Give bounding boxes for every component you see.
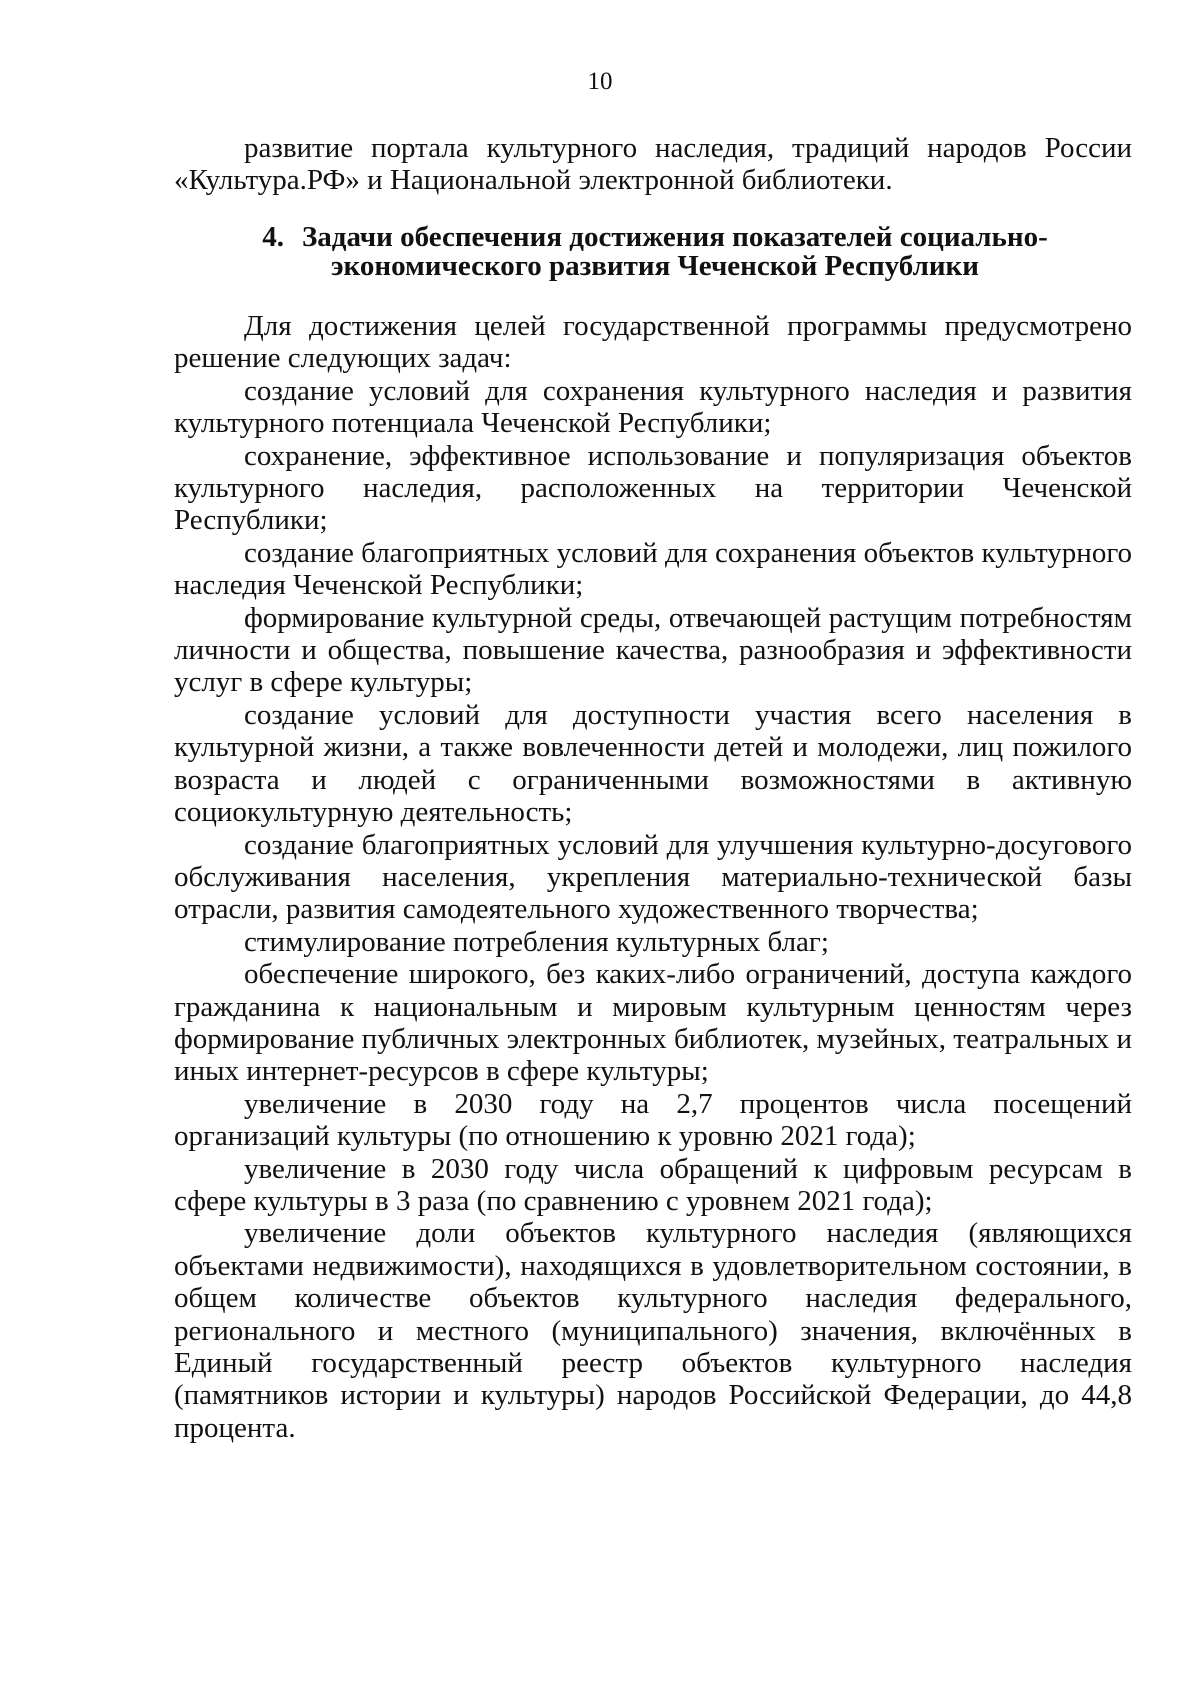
task-paragraph: создание условий для сохранения культурного наследия и развития культурного потенциала Чеченской Республики; [174,374,1132,440]
section-heading-line-1 [240,223,1070,252]
section-heading [240,223,1070,281]
task-paragraph: формирование культурной среды, отвечающей растущим потребностям личности и общества, повышение качества, разнообразия и эффективности услуг в сфере культуры; [174,601,1132,699]
task-paragraph: стимулирование потребления культурных благ; [244,925,829,958]
intro-block [174,132,1132,197]
task-paragraph: сохранение, эффективное использование и популяризация объектов культурного наследия, расположенных на территории Чеченской Республики; [174,439,1132,537]
task-paragraph: увеличение доли объектов культурного наследия (являющихся объектами недвижимости), находящихся в удовлетворительном состоянии, в общем количестве объектов культурного наследия федерального, регионального и местного (муниципального) значения, включённых в Единый государственный реестр объектов культурного наследия (памятников истории и культуры) народов Российской Федерации, до 44,8 процента. [174,1217,1132,1444]
tasks-block [174,310,1132,1444]
task-paragraph: увеличение в 2030 году на 2,7 процентов числа посещений организаций культуры (по отношению к уровню 2021 года); [174,1087,1132,1153]
page-number: 10 [587,68,613,95]
goal-paragraph: Для достижения целей государственной программы предусмотрено решение следующих задач: [174,310,1132,375]
intro-paragraph: развитие портала культурного наследия, традиций народов России «Культура.РФ» и Национальной электронной библиотеки. [174,132,1132,197]
task-paragraph: создание благоприятных условий для сохранения объектов культурного наследия Чеченской Республики; [174,536,1132,602]
task-paragraph: создание благоприятных условий для улучшения культурно-досугового обслуживания населения, укрепления материально-технической базы отрасли, развития самодеятельного художественного творчества; [174,828,1132,926]
section-number: 4. [262,221,284,253]
task-paragraph: создание условий для доступности участия всего населения в культурной жизни, а также вовлеченности детей и молодежи, лиц пожилого возраста и людей с ограниченными возможностями в активную социокультурную деятельность; [174,698,1132,829]
section-title-part-1: Задачи обеспечения достижения показателей социально- [301,221,1048,253]
task-paragraph: обеспечение широкого, без каких-либо ограничений, доступа каждого гражданина к национальным и мировым культурным ценностям через формирование публичных электронных библиотек, музейных, театральных и иных интернет-ресурсов в сфере культуры; [174,958,1132,1088]
task-paragraph: увеличение в 2030 году числа обращений к цифровым ресурсам в сфере культуры в 3 раза (по сравнению с уровнем 2021 года); [174,1152,1132,1217]
section-title-part-2: экономического развития Чеченской Республики [331,250,979,282]
